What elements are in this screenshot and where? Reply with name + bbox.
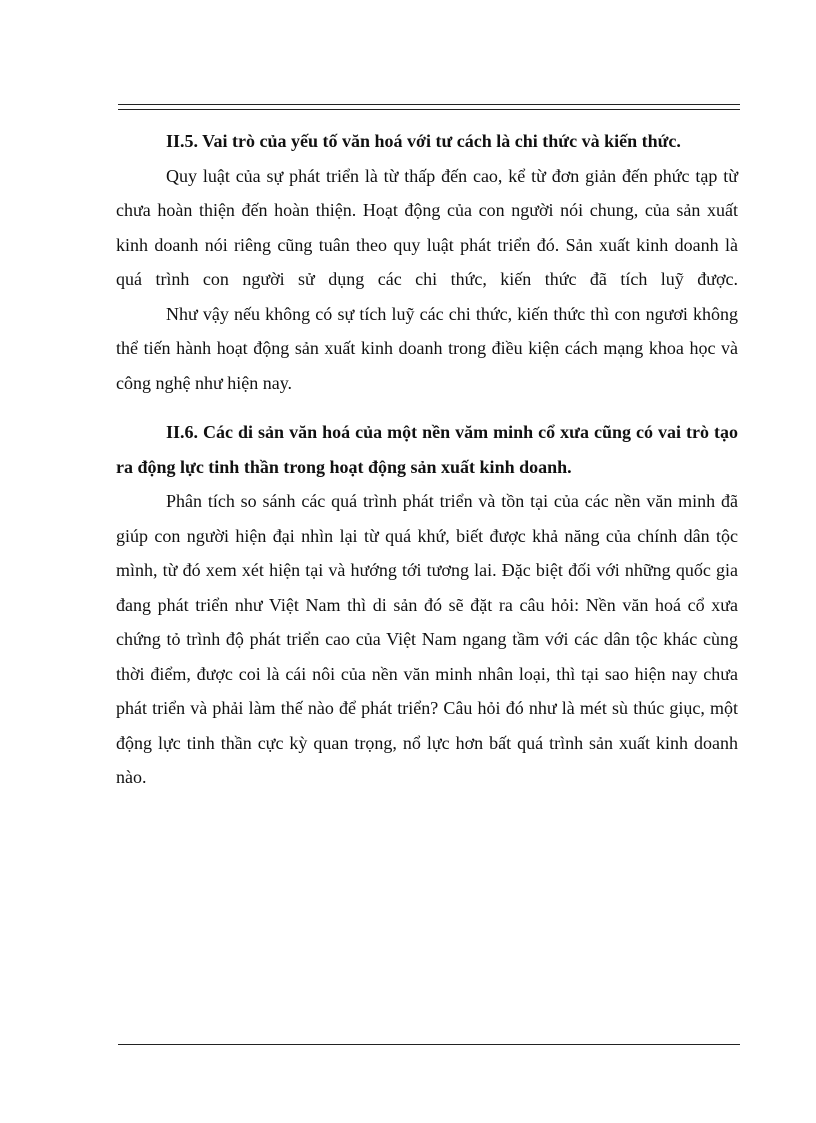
header-rule-top xyxy=(118,104,740,105)
section-heading-2-5: II.5. Vai trò của yếu tố văn hoá với tư cách là chi thức và kiến thức. xyxy=(166,131,681,151)
section-gap xyxy=(116,400,738,415)
paragraph-2-6-1: Phân tích so sánh các quá trình phát triển và tồn tại của các nền văn minh đã giúp con người hiện đại nhìn lại từ quá khứ, biết được khả năng của chính dân tộc mình, từ đó xem xét hiện tại và hướng tới tương lai. Đặc biệt đối với những quốc gia đang phát triển như Việt Nam thì di sản đó sẽ đặt ra câu hỏi: Nền văn hoá cổ xưa chứng tỏ trình độ phát triển cao của Việt Nam ngang tầm với các dân tộc khác cùng thời điểm, được coi là cái nôi của nền văn minh nhân loại, thì tại sao hiện nay chưa phát triển và phải làm thế nào để phát triển? Câu hỏi đó như là mét sù thúc giục, một động lực tinh thần cực kỳ quan trọng, nổ lực hơn bất quá trình sản xuất kinh doanh nào. xyxy=(116,491,738,787)
section-heading-2-6: II.6. Các di sản văn hoá của một nền văm minh cổ xưa cũng có vai trò tạo ra động lực tinh thần trong hoạt động sản xuất kinh doanh. xyxy=(116,422,738,477)
paragraph-2-5-1: Quy luật của sự phát triển là từ thấp đến cao, kể từ đơn giản đến phức tạp từ chưa hoàn thiện đến hoàn thiện. Hoạt động của con người nói chung, của sản xuất kinh doanh nói riêng cũng tuân theo quy luật phát triển đó. Sản xuất kinh doanh là quá trình con người sử dụng các chi thức, kiến thức đã tích luỹ được. xyxy=(116,165,738,289)
paragraph-2-5-2: Như vậy nếu không có sự tích luỹ các chi thức, kiến thức thì con ngươi không thể tiến hành hoạt động sản xuất kinh doanh trong điều kiện cách mạng khoa học và công nghệ như hiện nay. xyxy=(116,303,738,393)
document-body xyxy=(116,124,738,795)
header-rule-bottom xyxy=(118,109,740,110)
footer-rule xyxy=(118,1044,740,1045)
